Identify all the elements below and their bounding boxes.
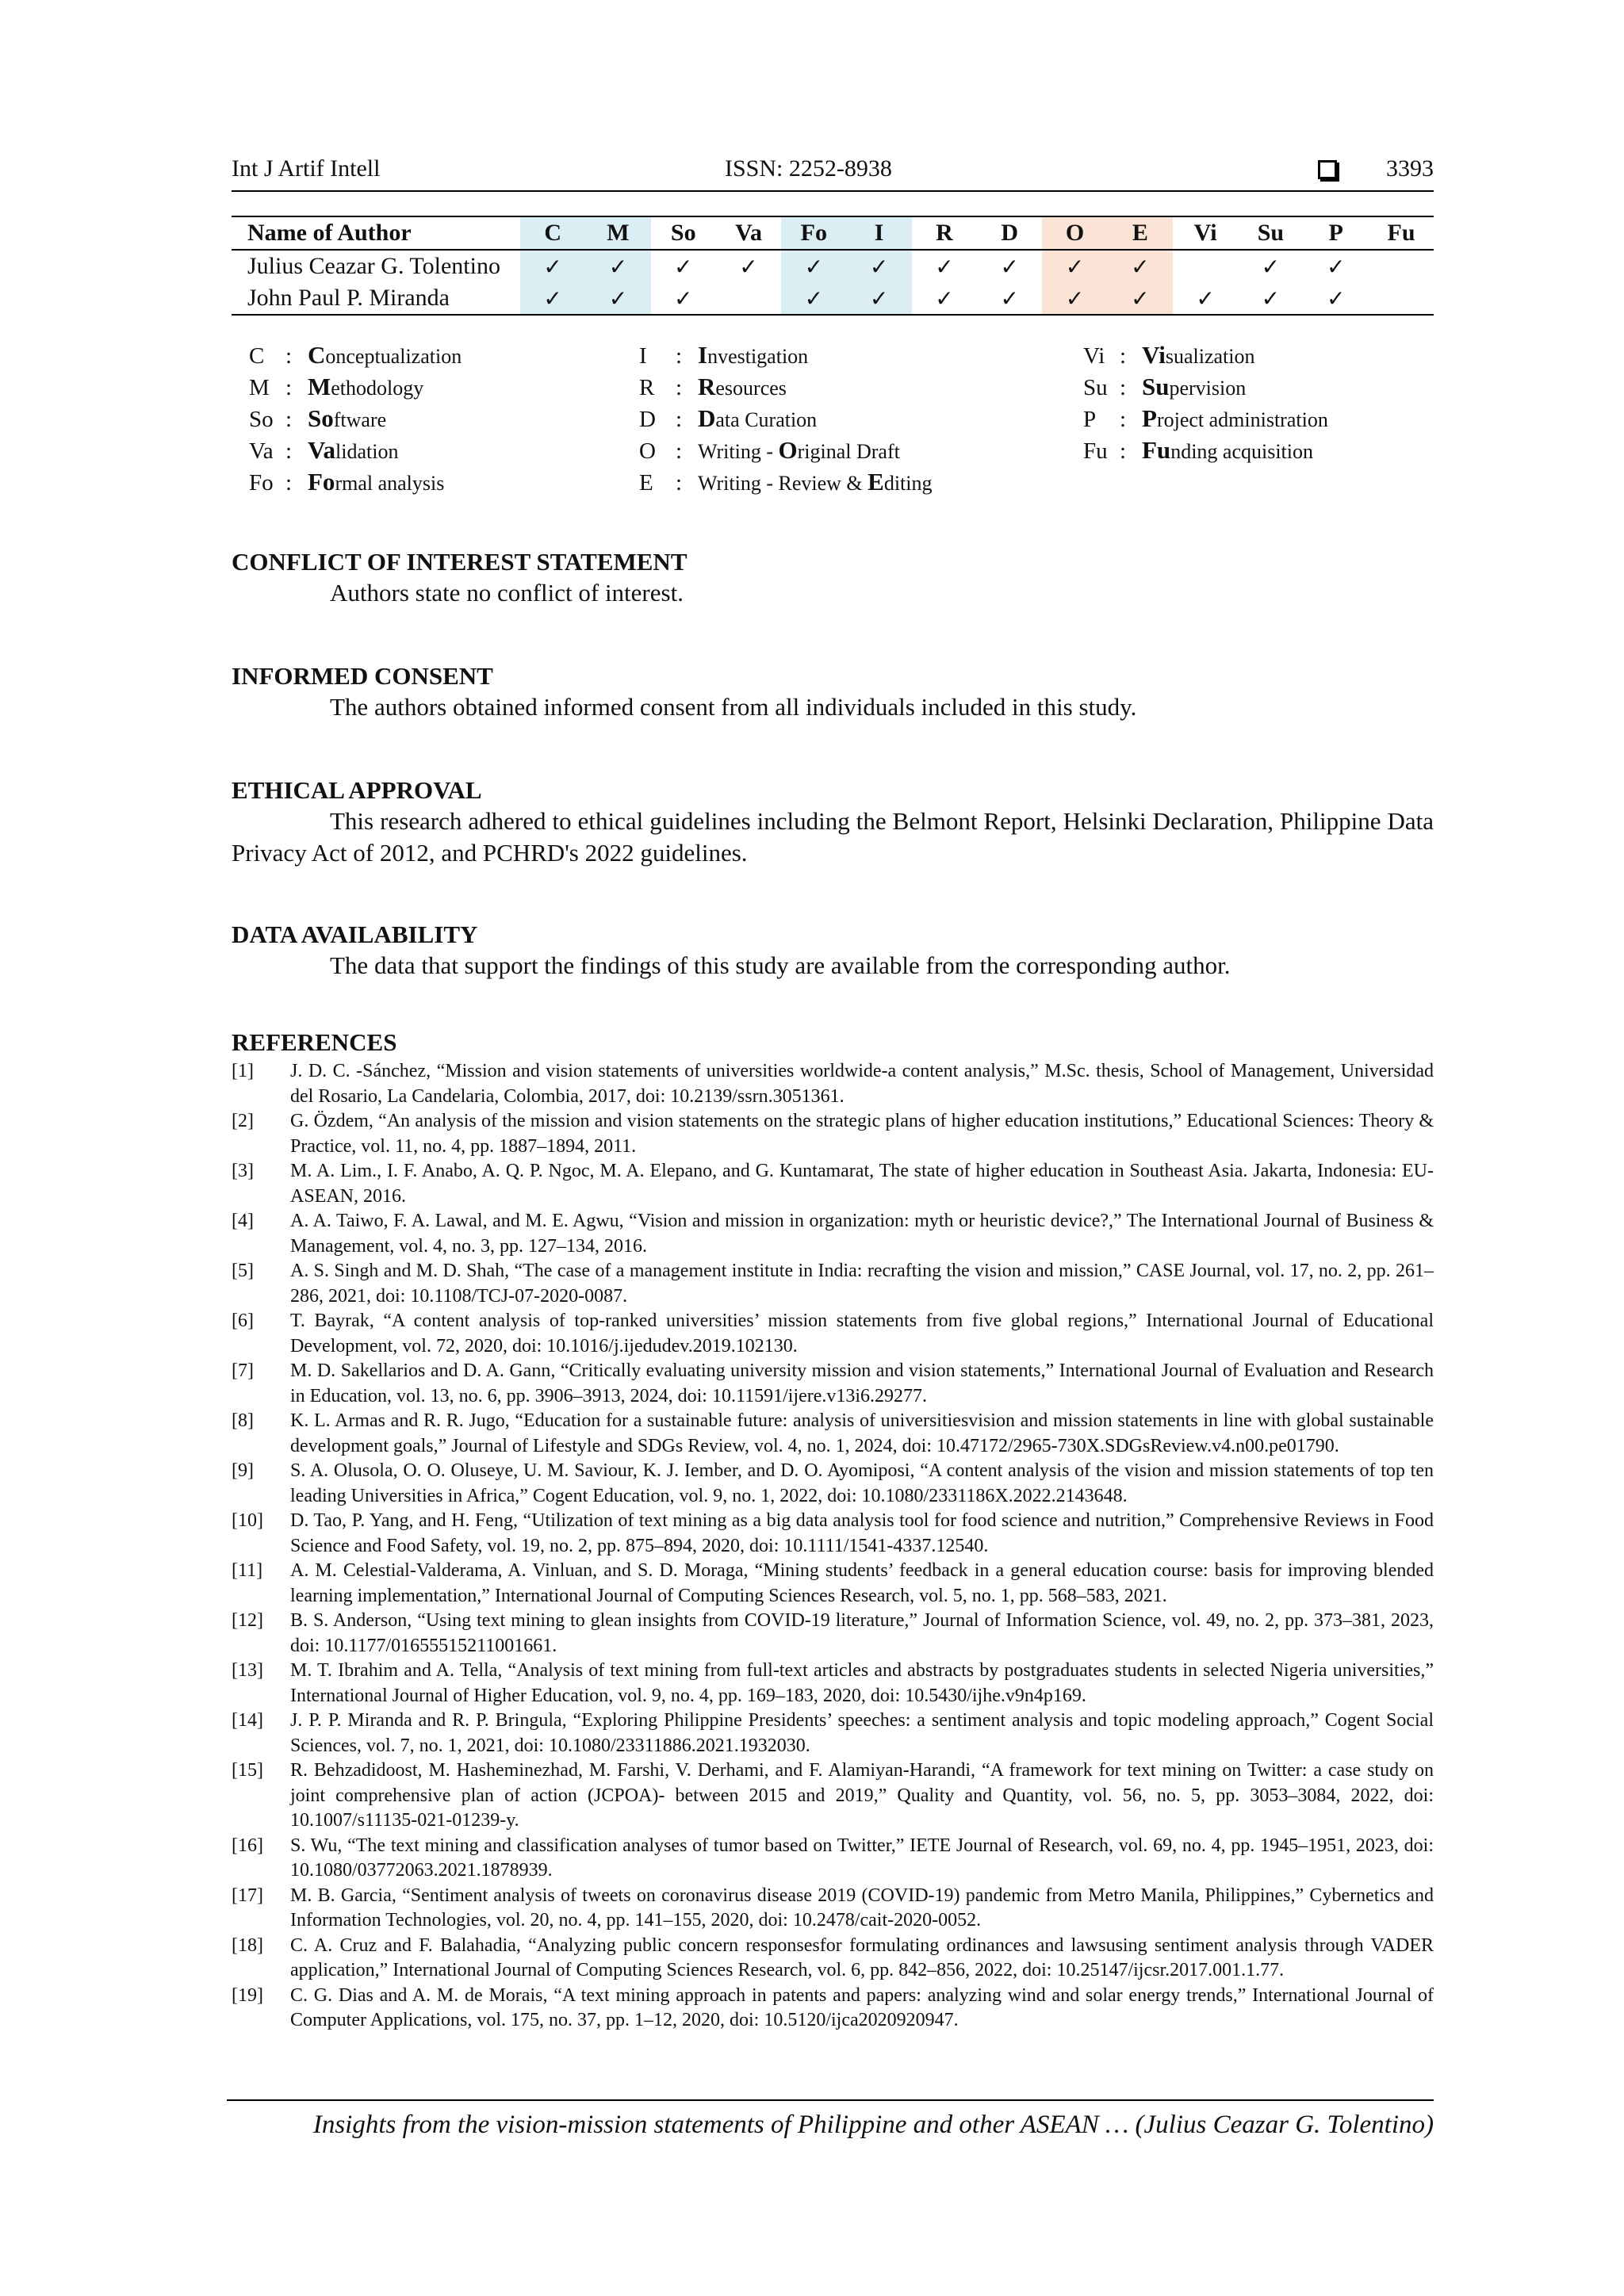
legend-colon: : xyxy=(1120,375,1127,400)
reference-text: M. B. Garcia, “Sentiment analysis of tweets on coronavirus disease 2019 (COVID-19) pandemic from Metro Manila, Philippines,” Cybernetics and Information Technologies, vol. 20, no. 4, pp. 141–155, 2020, doi: 10.2478/cait-2020-0052. xyxy=(290,1885,1434,1931)
reference-item xyxy=(232,1059,1434,1109)
legend-colon: : xyxy=(676,407,683,432)
author-name: Julius Ceazar G. Tolentino xyxy=(247,253,500,279)
contribution-header-row xyxy=(232,216,1434,250)
legend-colon: : xyxy=(1120,343,1127,369)
reference-text: G. Özdem, “An analysis of the mission and vision statements on the strategic plans of higher education institutions,” Educational Sciences: Theory & Practice, vol. 11, no. 4, pp. 1887–1894, 2011. xyxy=(290,1111,1434,1157)
page-number: 3393 xyxy=(1386,155,1434,182)
legend-label: roject administration xyxy=(1156,408,1328,431)
legend-item xyxy=(1083,373,1328,404)
column-header-m: M xyxy=(585,216,650,250)
checkmark-icon: ✓ xyxy=(674,285,693,312)
column-header-su: Su xyxy=(1257,220,1285,246)
reference-text: C. G. Dias and A. M. de Morais, “A text mining approach in patents and papers: analyzing wind and solar energy trends,” International Journal of Computer Applications, vol. 175, no. 37, pp. 1–12, 2020, doi: 10.5120/ijca2020920947. xyxy=(290,1984,1434,2030)
legend-initial: O xyxy=(778,436,798,464)
legend-initial: E xyxy=(868,468,884,496)
column-header-e: E xyxy=(1108,216,1173,250)
legend-label: nding acquisition xyxy=(1170,440,1314,463)
reference-number: [4] xyxy=(232,1211,254,1231)
legend-colon: : xyxy=(285,470,293,496)
reference-number: [11] xyxy=(232,1560,263,1581)
legend-item xyxy=(639,404,933,436)
section-heading: DATA AVAILABILITY xyxy=(232,920,478,948)
legend-colon: : xyxy=(676,470,683,496)
checkmark-icon: ✓ xyxy=(1196,285,1215,312)
column-header-va: Va xyxy=(735,220,762,246)
running-footer xyxy=(227,2099,1434,2140)
legend-colon: : xyxy=(285,375,293,400)
legend-item xyxy=(639,373,933,404)
legend-colon: : xyxy=(1120,438,1127,464)
reference-item xyxy=(232,1559,1434,1609)
reference-item xyxy=(232,1259,1434,1309)
legend-code: Su xyxy=(1083,375,1108,400)
legend-code: Vi xyxy=(1083,343,1105,369)
data-availability-section xyxy=(232,920,1434,982)
legend-item xyxy=(1083,404,1328,436)
legend-item xyxy=(639,341,933,373)
column-header-fo: Fo xyxy=(781,216,846,250)
reference-item xyxy=(232,1359,1434,1409)
checkmark-icon: ✓ xyxy=(935,285,954,312)
reference-number: [7] xyxy=(232,1360,254,1381)
legend-initial: C xyxy=(308,341,326,369)
reference-text: A. A. Taiwo, F. A. Lawal, and M. E. Agwu, “Vision and mission in organization: myth or heuristic device?,” The International Journal of Business & Management, vol. 4, no. 3, pp. 127–134, 2016. xyxy=(290,1211,1434,1257)
legend-column-2 xyxy=(639,341,933,499)
checkmark-icon: ✓ xyxy=(1326,253,1346,280)
legend-label: onceptualization xyxy=(325,345,462,368)
reference-number: [8] xyxy=(232,1410,254,1431)
checkmark-icon: ✓ xyxy=(1000,285,1019,312)
empty-cell xyxy=(1173,250,1238,282)
legend-label: rmal analysis xyxy=(335,472,445,495)
column-header-o: O xyxy=(1042,216,1107,250)
checkmark-icon: ✓ xyxy=(1326,285,1346,312)
informed-consent-section xyxy=(232,661,1434,723)
legend-label: diting xyxy=(883,472,933,495)
legend-colon: : xyxy=(285,407,293,432)
legend-label: riginal Draft xyxy=(797,440,900,463)
reference-item xyxy=(232,1609,1434,1659)
checkmark-icon: ✓ xyxy=(739,253,758,280)
reference-item xyxy=(232,1459,1434,1509)
checkmark-icon: ✓ xyxy=(520,282,585,315)
legend-code: P xyxy=(1083,407,1097,432)
ethical-approval-section xyxy=(232,775,1434,869)
legend-code: C xyxy=(249,343,265,369)
legend-label: ftware xyxy=(333,408,387,431)
reference-text: S. Wu, “The text mining and classification analyses of tumor based on Twitter,” IETE Journal of Research, vol. 69, no. 4, pp. 1945–1951, 2023, doi: 10.1080/03772063.2021.1878939. xyxy=(290,1835,1434,1881)
column-header-r: R xyxy=(936,220,953,246)
legend-colon: : xyxy=(676,343,683,369)
legend-initial: Va xyxy=(308,436,336,464)
column-header-p: P xyxy=(1328,220,1343,246)
section-text: This research adhered to ethical guidelines including the Belmont Report, Helsinki Declaration, Philippine Data Privacy Act of 2012, and PCHRD's 2022 guidelines. xyxy=(232,807,1434,867)
reference-number: [3] xyxy=(232,1161,254,1181)
reference-item xyxy=(232,1209,1434,1259)
legend-item xyxy=(249,341,462,373)
legend-code: E xyxy=(639,470,653,496)
section-text: The data that support the findings of this study are available from the corresponding author. xyxy=(330,951,1231,979)
reference-text: A. S. Singh and M. D. Shah, “The case of a management institute in India: recrafting the vision and mission,” CASE Journal, vol. 17, no. 2, pp. 261–286, 2021, doi: 10.1108/TCJ-07-2020-0087. xyxy=(290,1261,1434,1307)
legend-code: Fu xyxy=(1083,438,1108,464)
reference-item xyxy=(232,1884,1434,1934)
references-section xyxy=(232,1027,1434,2034)
legend-item xyxy=(1083,341,1328,373)
legend-colon: : xyxy=(285,438,293,464)
checkmark-icon: ✓ xyxy=(1108,250,1173,282)
reference-item xyxy=(232,1709,1434,1758)
reference-number: [6] xyxy=(232,1311,254,1331)
reference-item xyxy=(232,1109,1434,1159)
checkmark-icon: ✓ xyxy=(1000,253,1019,280)
checkmark-icon: ✓ xyxy=(1108,282,1173,315)
legend-label: ethodology xyxy=(331,377,424,400)
legend-code: Va xyxy=(249,438,274,464)
reference-number: [14] xyxy=(232,1710,263,1731)
legend-initial: R xyxy=(698,373,716,400)
empty-cell xyxy=(1369,282,1434,315)
legend-item xyxy=(249,373,462,404)
checkmark-icon: ✓ xyxy=(846,282,911,315)
empty-cell xyxy=(716,282,781,315)
legend-item xyxy=(639,468,933,499)
legend-initial: P xyxy=(1142,404,1157,432)
legend-initial: Fo xyxy=(308,468,335,496)
legend-label: pervision xyxy=(1169,377,1247,400)
legend-colon: : xyxy=(1120,407,1127,432)
legend-column-3 xyxy=(1083,341,1328,468)
reference-number: [17] xyxy=(232,1885,263,1906)
checkmark-icon: ✓ xyxy=(585,250,650,282)
reference-text: M. D. Sakellarios and D. A. Gann, “Critically evaluating university mission and vision statements,” International Journal of Evaluation and Research in Education, vol. 13, no. 6, pp. 3906–3913, 2024, doi: 10.11591/ijere.v13i6.29277. xyxy=(290,1360,1434,1406)
legend-code: M xyxy=(249,375,270,400)
legend-prefix: Writing - Review & xyxy=(698,472,868,495)
reference-number: [9] xyxy=(232,1460,254,1481)
legend-code: Fo xyxy=(249,470,274,496)
checkmark-icon: ✓ xyxy=(674,253,693,280)
section-text: Authors state no conflict of interest. xyxy=(330,579,684,607)
legend-colon: : xyxy=(285,343,293,369)
reference-text: J. P. P. Miranda and R. P. Bringula, “Exploring Philippine Presidents’ speeches: a sentiment analysis and topic modeling approach,” Cogent Social Sciences, vol. 7, no. 1, 2021, doi: 10.1080/23311886.2021.1932030. xyxy=(290,1710,1434,1756)
legend-label: ata Curation xyxy=(715,408,818,431)
column-header-fu: Fu xyxy=(1387,220,1415,246)
name-of-author-header: Name of Author xyxy=(247,220,412,246)
contribution-body xyxy=(232,250,1434,315)
reference-text: M. T. Ibrahim and A. Tella, “Analysis of text mining from full-text articles and abstracts by postgraduates students in selected Nigeria universities,” International Journal of Higher Education, vol. 9, no. 4, pp. 169–183, 2020, doi: 10.5430/ijhe.v9n4p169. xyxy=(290,1660,1434,1706)
legend-item xyxy=(249,468,462,499)
legend-code: O xyxy=(639,438,656,464)
section-heading: INFORMED CONSENT xyxy=(232,662,493,690)
reference-number: [5] xyxy=(232,1261,254,1281)
legend-label: nvestigation xyxy=(707,345,809,368)
square-icon xyxy=(1318,160,1337,179)
legend-item xyxy=(249,436,462,468)
reference-text: R. Behzadidoost, M. Hasheminezhad, M. Farshi, V. Derhami, and F. Alamiyan-Harandi, “A framework for text mining on Twitter: a case study on joint comprehensive plan of action (JCPOA)- between 2015 and 2019,” Quality and Quantity, vol. 56, no. 5, pp. 3053–3084, 2022, doi: 10.1007/s11135-021-01239-y. xyxy=(290,1760,1434,1831)
reference-item xyxy=(232,1834,1434,1884)
reference-text: M. A. Lim., I. F. Anabo, A. Q. P. Ngoc, M. A. Elepano, and G. Kuntamarat, The state of higher education in Southeast Asia. Jakarta, Indonesia: EU-ASEAN, 2016. xyxy=(290,1161,1434,1207)
legend-item xyxy=(639,436,933,468)
checkmark-icon: ✓ xyxy=(781,282,846,315)
legend-initial: Su xyxy=(1142,373,1170,400)
reference-text: B. S. Anderson, “Using text mining to glean insights from COVID-19 literature,” Journal of Information Science, vol. 49, no. 2, pp. 373–381, 2023, doi: 10.1177/01655515211001661. xyxy=(290,1610,1434,1656)
author-row xyxy=(232,282,1434,315)
journal-name: Int J Artif Intell xyxy=(232,155,381,182)
reference-item xyxy=(232,1758,1434,1834)
reference-number: [1] xyxy=(232,1061,254,1081)
column-header-so: So xyxy=(670,220,696,246)
reference-text: C. A. Cruz and F. Balahadia, “Analyzing public concern responsesfor formulating ordinances and lawsusing sentiment analysis through VADER application,” International Journal of Computing Sciences Research, vol. 6, pp. 842–856, 2022, doi: 10.25147/ijcsr.2017.001.1.77. xyxy=(290,1934,1434,1980)
legend-colon: : xyxy=(676,438,683,464)
references-heading: REFERENCES xyxy=(232,1028,397,1056)
checkmark-icon: ✓ xyxy=(585,282,650,315)
reference-item xyxy=(232,1159,1434,1209)
column-header-vi: Vi xyxy=(1193,220,1217,246)
legend-column-1 xyxy=(249,341,462,499)
legend-code: I xyxy=(639,343,647,369)
reference-number: [10] xyxy=(232,1510,263,1531)
issn: ISSN: 2252-8938 xyxy=(725,155,892,182)
checkmark-icon: ✓ xyxy=(1042,250,1107,282)
section-heading: ETHICAL APPROVAL xyxy=(232,776,482,804)
legend-initial: So xyxy=(308,404,334,432)
reference-number: [16] xyxy=(232,1835,263,1856)
reference-text: D. Tao, P. Yang, and H. Feng, “Utilization of text mining as a big data analysis tool for food science and nutrition,” Comprehensive Reviews in Food Science and Food Safety, vol. 19, no. 2, pp. 875–894, 2020, doi: 10.1111/1541-4337.12540. xyxy=(290,1510,1434,1556)
legend-label: sualization xyxy=(1165,345,1255,368)
legend-item xyxy=(249,404,462,436)
reference-number: [13] xyxy=(232,1660,263,1681)
footer-title: Insights from the vision-mission statements of Philippine and other ASEAN … (Julius Ceazar G. Tolentino) xyxy=(312,2110,1434,2139)
reference-text: T. Bayrak, “A content analysis of top-ranked universities’ mission statements from five global regions,” International Journal of Educational Development, vol. 72, 2020, doi: 10.1016/j.ijedudev.2019.102130. xyxy=(290,1311,1434,1357)
legend-initial: I xyxy=(698,341,708,369)
legend-initial: D xyxy=(698,404,716,432)
checkmark-icon: ✓ xyxy=(1261,253,1281,280)
legend-code: D xyxy=(639,407,656,432)
reference-item xyxy=(232,1934,1434,1984)
author-name: John Paul P. Miranda xyxy=(247,285,450,311)
legend-item xyxy=(1083,436,1328,468)
reference-list xyxy=(232,1059,1434,2034)
reference-item xyxy=(232,1984,1434,2034)
empty-cell xyxy=(1369,250,1434,282)
contribution-legend xyxy=(249,341,1438,507)
reference-item xyxy=(232,1659,1434,1709)
reference-text: J. D. C. -Sánchez, “Mission and vision statements of universities worldwide-a content analysis,” M.Sc. thesis, School of Management, Universidad del Rosario, La Candelaria, Colombia, 2017, doi: 10.2139/ssrn.3051361. xyxy=(290,1061,1434,1107)
running-header xyxy=(232,155,1434,192)
reference-number: [18] xyxy=(232,1934,263,1956)
reference-number: [12] xyxy=(232,1610,263,1631)
reference-number: [15] xyxy=(232,1760,263,1781)
section-text: The authors obtained informed consent from all individuals included in this study. xyxy=(330,693,1137,721)
author-contribution-table xyxy=(232,216,1434,316)
reference-text: A. M. Celestial-Valderama, A. Vinluan, and S. D. Moraga, “Mining students’ feedback in a general education course: basis for improving blended learning implementation,” International Journal of Computing Sciences Research, vol. 5, no. 1, pp. 568–583, 2021. xyxy=(290,1560,1434,1606)
checkmark-icon: ✓ xyxy=(935,253,954,280)
column-header-c: C xyxy=(520,216,585,250)
reference-item xyxy=(232,1309,1434,1359)
column-header-i: I xyxy=(846,216,911,250)
legend-label: lidation xyxy=(335,440,399,463)
reference-item xyxy=(232,1509,1434,1559)
conflict-of-interest-section xyxy=(232,547,1434,609)
column-header-d: D xyxy=(1001,220,1019,246)
author-row xyxy=(232,250,1434,282)
legend-initial: Vi xyxy=(1142,341,1166,369)
checkmark-icon: ✓ xyxy=(1042,282,1107,315)
legend-label: esources xyxy=(715,377,787,400)
legend-colon: : xyxy=(676,375,683,400)
legend-prefix: Writing - xyxy=(698,440,779,463)
reference-text: K. L. Armas and R. R. Jugo, “Education for a sustainable future: analysis of universitiesvision and mission statements in line with global sustainable development goals,” Journal of Lifestyle and SDGs Review, vol. 4, no. 1, 2024, doi: 10.47172/2965-730X.SDGsReview.v4.n00.pe01790. xyxy=(290,1410,1434,1456)
checkmark-icon: ✓ xyxy=(520,250,585,282)
section-heading: CONFLICT OF INTEREST STATEMENT xyxy=(232,548,688,576)
reference-item xyxy=(232,1409,1434,1459)
reference-number: [19] xyxy=(232,1984,263,2006)
reference-text: S. A. Olusola, O. O. Oluseye, U. M. Saviour, K. J. Iember, and D. O. Ayomiposi, “A content analysis of the vision and mission statements of top ten leading Universities in Africa,” Cogent Education, vol. 9, no. 1, 2022, doi: 10.1080/2331186X.2022.2143648. xyxy=(290,1460,1434,1506)
legend-initial: Fu xyxy=(1142,436,1171,464)
legend-code: R xyxy=(639,375,655,400)
reference-number: [2] xyxy=(232,1111,254,1131)
legend-code: So xyxy=(249,407,274,432)
checkmark-icon: ✓ xyxy=(846,250,911,282)
legend-initial: M xyxy=(308,373,331,400)
checkmark-icon: ✓ xyxy=(1261,285,1281,312)
checkmark-icon: ✓ xyxy=(781,250,846,282)
